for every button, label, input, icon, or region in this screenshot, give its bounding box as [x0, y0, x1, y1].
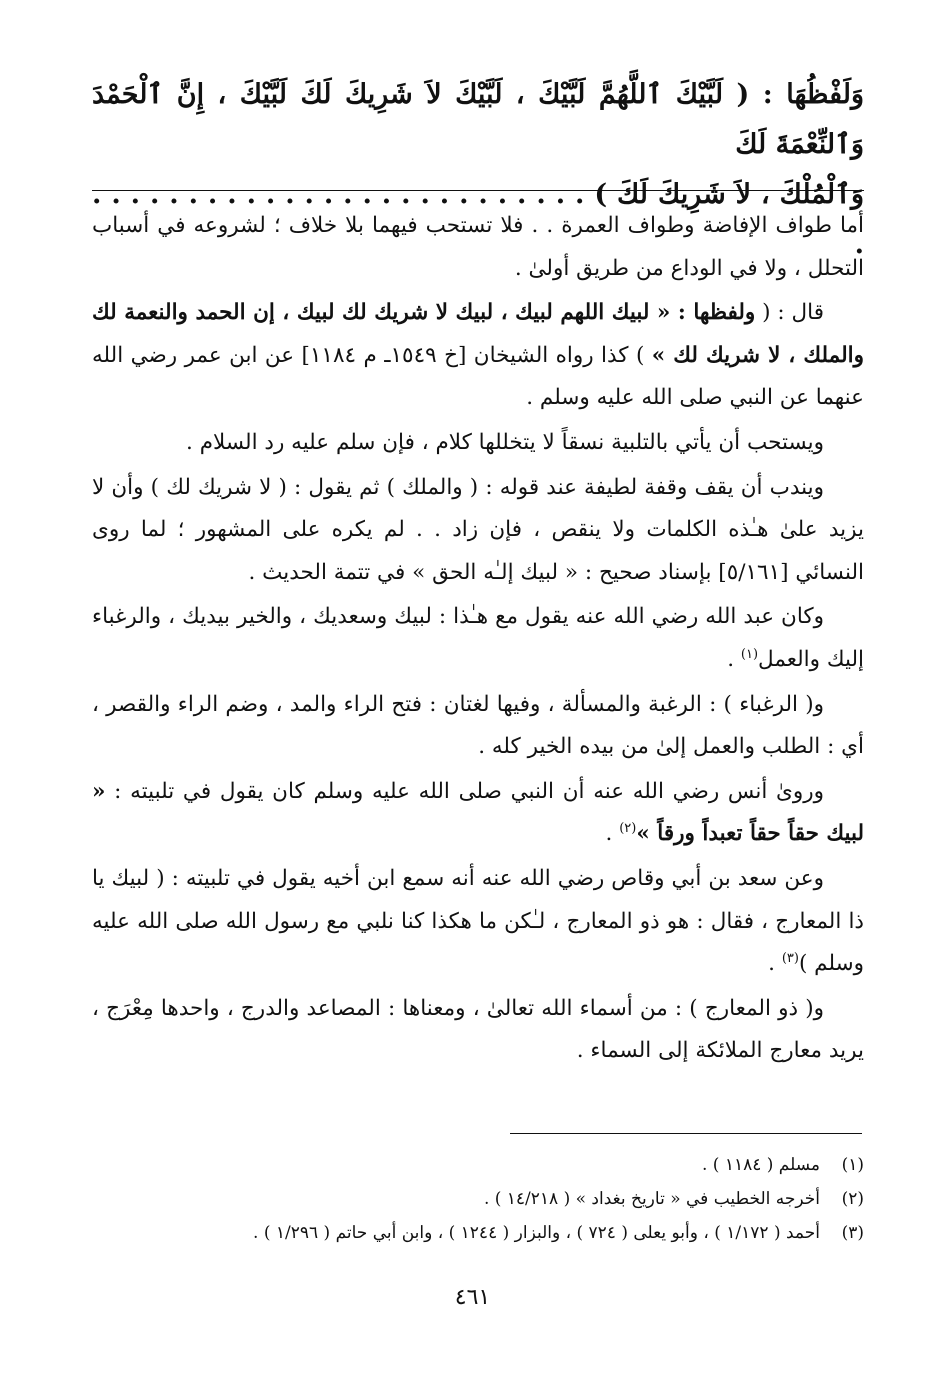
footnote-2 — [92, 1182, 864, 1216]
paragraph-8-text: وعن سعد بن أبي وقاص رضي الله عنه أنه سمع ابن أخيه يقول في تلبيته : ( لبيك يا ذا المعارج ، فقال : هو ذو المعارج ، لـٰكن ما هكذا كنا نلبي مع رسول الله صلى الله عليه وسلم ) — [92, 865, 864, 977]
paragraph-2-quote: ولفظها : « لبيك اللهم لبيك ، لبيك لا شريك لك لبيك ، إن الحمد والنعمة لك والملك ، لا شريك لك » — [92, 300, 864, 368]
paragraph-2-intro: قال : ( — [755, 300, 824, 326]
paragraph-2 — [92, 292, 864, 420]
commentary-text — [92, 205, 864, 1075]
paragraph-9: و( ذو المعارج ) : من أسماء الله تعالىٰ ، ومعناها : المصاعد والدرج ، واحدها مِعْرَج ، يريد معارج الملائكة إلى السماء . — [92, 995, 864, 1064]
paragraph-7-quote: « لبيك حقاً حقاً تعبداً ورقاً » — [92, 778, 864, 847]
footnote-number: (٣) — [841, 1223, 864, 1243]
paragraph-7-end: . — [605, 821, 620, 847]
footnote-number: (١) — [841, 1155, 864, 1175]
paragraph-2-rest: ) كذا رواه الشيخان [خ ١٥٤٩ـ م ١١٨٤] عن ابن عمر رضي الله عنهما عن النبي صلى الله عليه وسلم . — [92, 342, 864, 411]
footnote-text: أحمد ( ١/١٧٢ ) ، وأبو يعلى ( ٧٢٤ ) ، والبزار ( ١٢٤٤ ) ، وابن أبي حاتم ( ١/٢٩٦ ) . — [253, 1223, 820, 1243]
paragraph-4: ويندب أن يقف وقفة لطيفة عند قوله : ( والملك ) ثم يقول : ( لا شريك لك ) وأن لا يزيد علىٰ هـٰذه الكلمات ولا ينقص ، فإن زاد . . لم يكره على المشهور ؛ لما روى النسائي [٥/١٦١] بإسناد صحيح : « لبيك إلـٰه الحق » في تتمة الحديث . — [92, 474, 864, 585]
footnote-1 — [92, 1148, 864, 1182]
footnote-3 — [92, 1216, 864, 1250]
matn-line-2-text: وَٱلْمُلْكَ ، لاَ شَرِيكَ لَكَ ) — [594, 179, 864, 210]
paragraph-7-text: وروىٰ أنس رضي الله عنه أن النبي صلى الله عليه وسلم كان يقول في تلبيته : — [105, 778, 824, 804]
paragraph-8-end: . — [768, 951, 782, 977]
page-number: ٤٦١ — [454, 1285, 491, 1310]
footnote-text: أخرجه الخطيب في « تاريخ بغداد » ( ١٤/٢١٨ ) . — [483, 1189, 820, 1209]
paragraph-7 — [92, 771, 864, 856]
paragraph-5-text: وكان عبد الله رضي الله عنه يقول مع هـٰذا : لبيك وسعديك ، والخير بيديك ، والرغباء إليك والعمل — [92, 604, 864, 672]
matn-dots: . . . . . . . . . . . . . . . . . . . . . . . . . . . — [92, 179, 864, 260]
paragraph-5-end: . — [727, 646, 741, 672]
paragraph-1: أما طواف الإفاضة وطواف العمرة . . فلا تستحب فيهما بلا خلاف ؛ لشروعه في أسباب التحلل ، ولا في الوداع من طريق أولىٰ . — [92, 213, 864, 281]
paragraph-5 — [92, 596, 864, 681]
matn-divider — [92, 190, 864, 191]
matn-line-1: وَلَفْظُهَا : ( لَبَّيْكَ ٱللَّهُمَّ لَبَّيْكَ ، لَبَّيْكَ لاَ شَرِيكَ لَكَ لَبَّيْكَ ، إِنَّ ٱلْحَمْدَ وَٱلنِّعْمَةَ لَكَ — [92, 79, 864, 160]
footnote-ref-3[interactable]: (٣) — [781, 950, 799, 966]
paragraph-3: ويستحب أن يأتي بالتلبية نسقاً لا يتخللها كلام ، فإن سلم عليه رد السلام . — [186, 429, 824, 455]
footnote-text: مسلم ( ١١٨٤ ) . — [701, 1155, 820, 1175]
footnote-divider — [510, 1133, 862, 1134]
paragraph-8 — [92, 858, 864, 986]
footnote-ref-1[interactable]: (١) — [740, 646, 759, 662]
paragraph-6: و( الرغباء ) : الرغبة والمسألة ، وفيها لغتان : فتح الراء والمد ، وضم الراء والقصر ، أي : الطلب والعمل إلىٰ من بيده الخير كله . — [92, 691, 864, 760]
footnote-ref-2[interactable]: (٢) — [619, 821, 637, 837]
footnote-number: (٢) — [841, 1189, 864, 1209]
footnotes — [92, 1148, 864, 1250]
